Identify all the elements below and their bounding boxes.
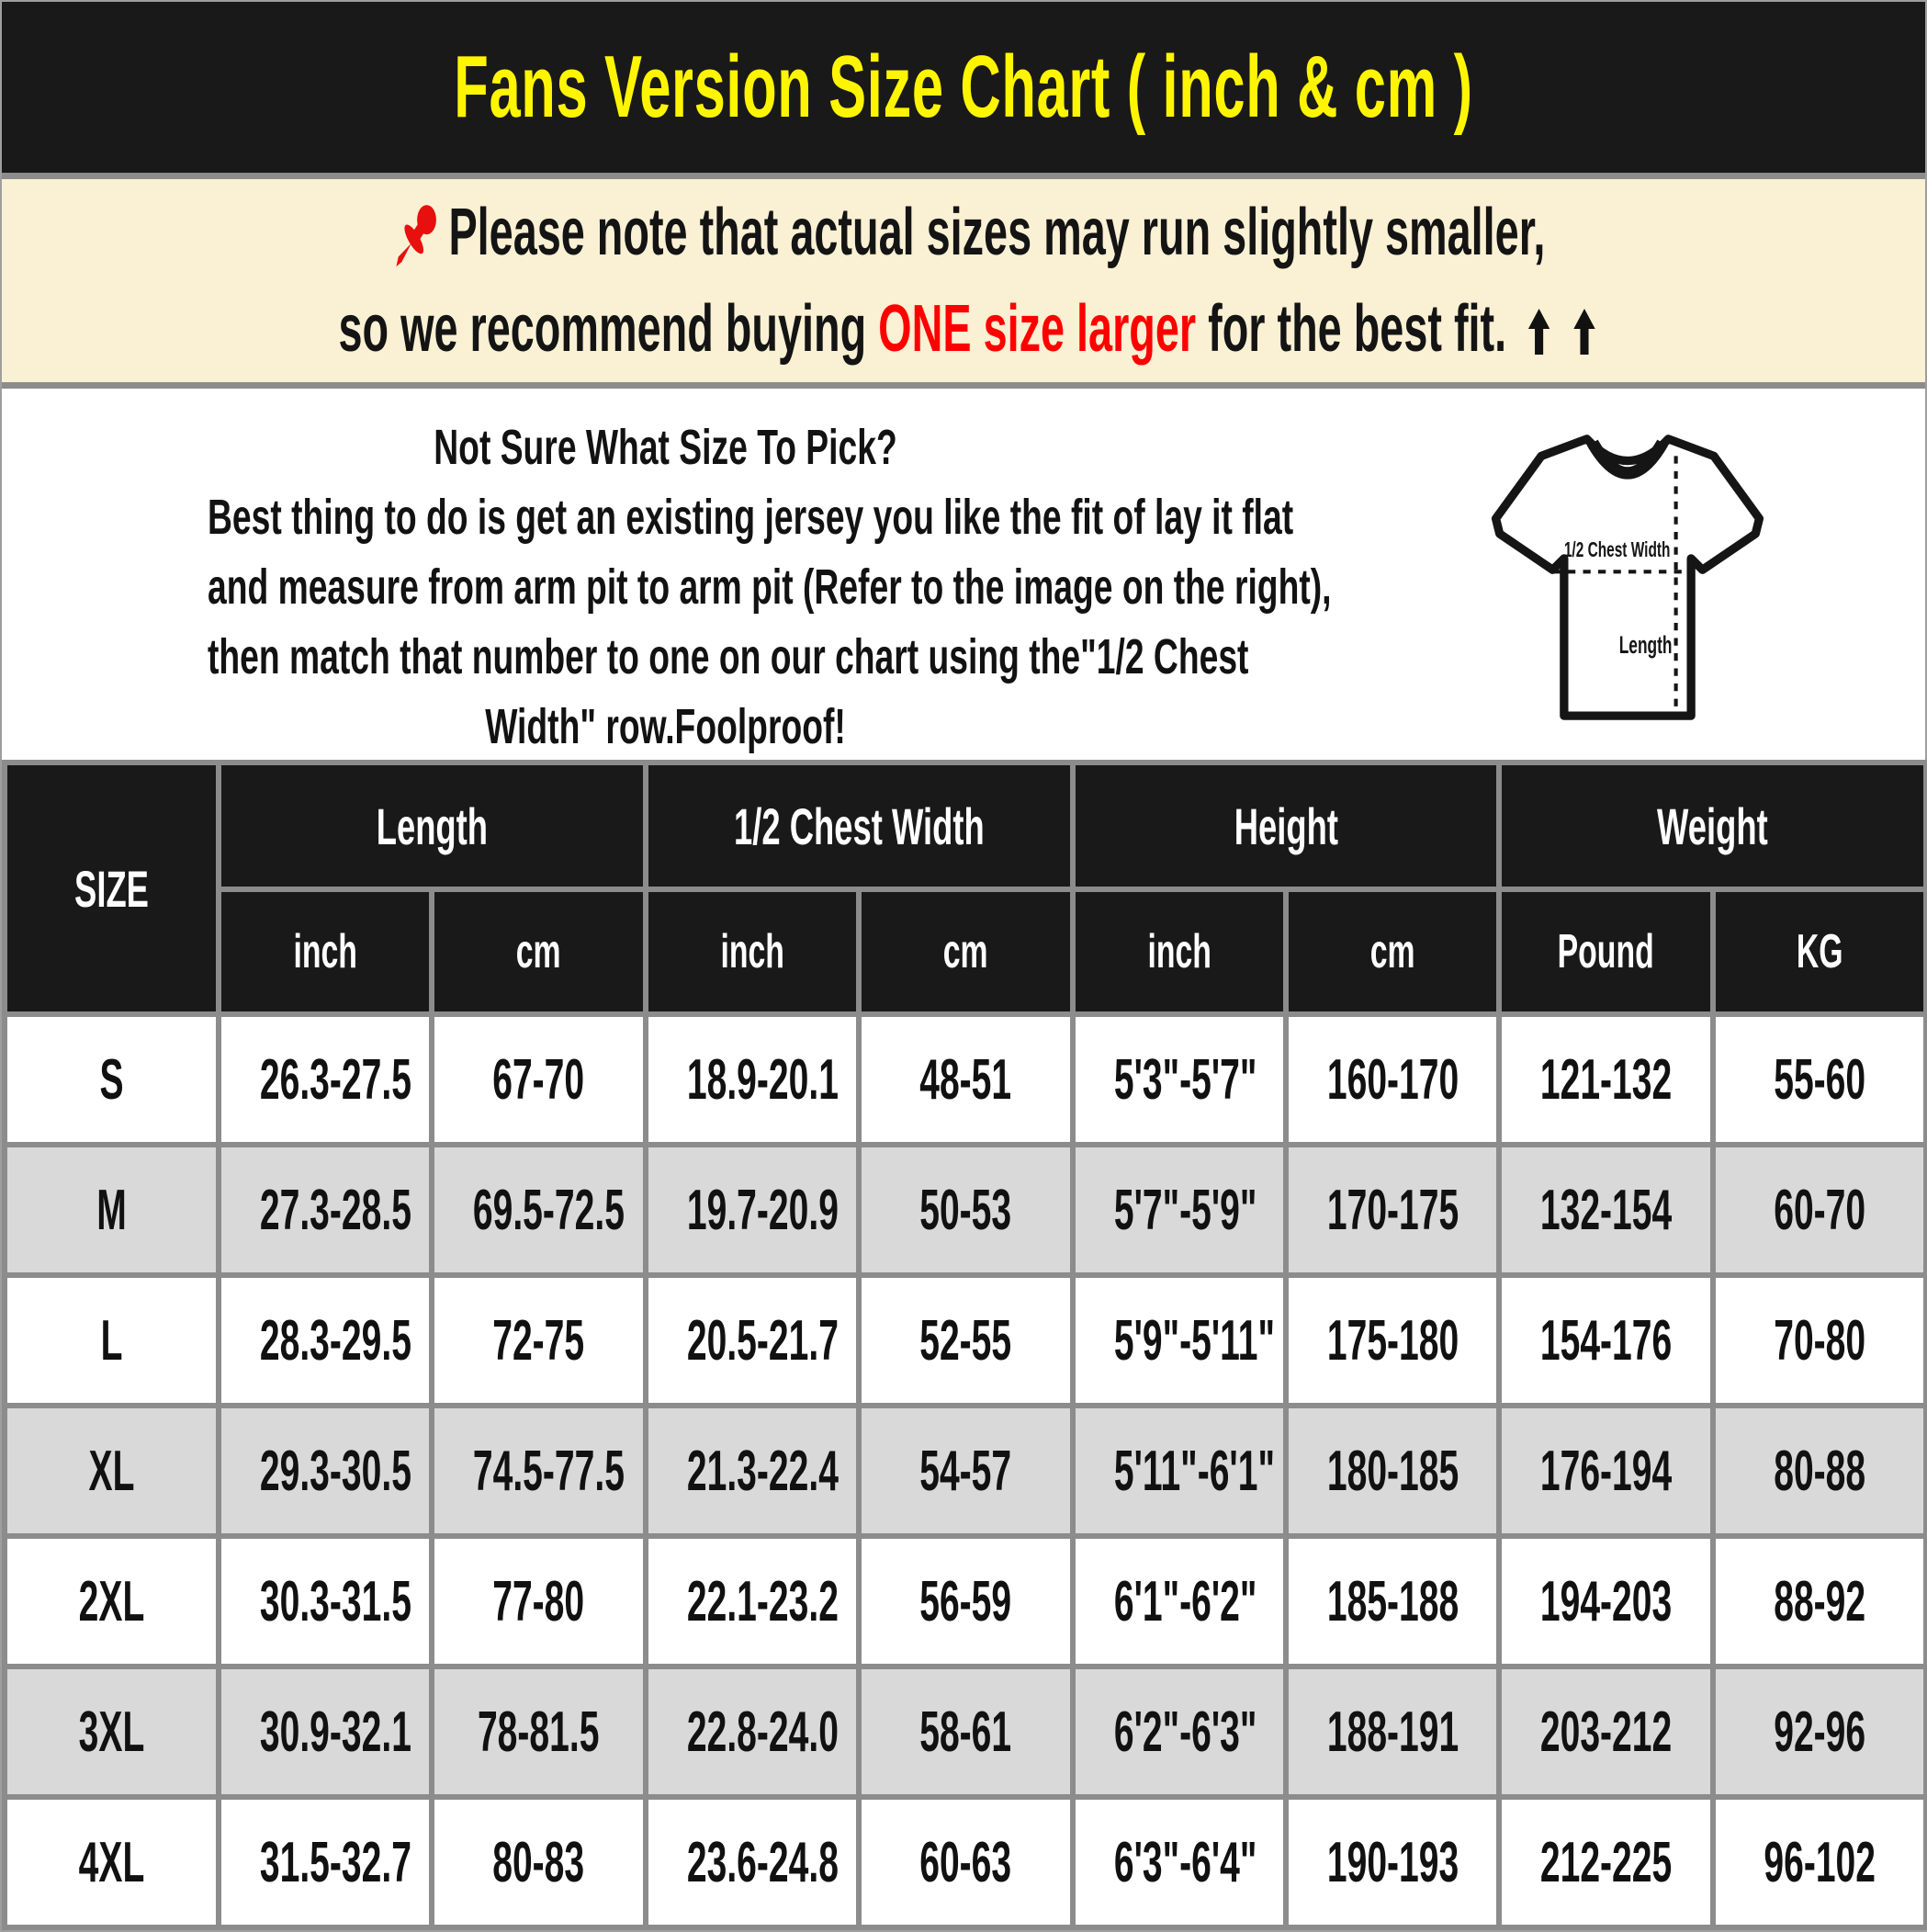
- value-cell: 58-61: [859, 1666, 1072, 1797]
- value-cell: 22.8-24.0: [646, 1666, 859, 1797]
- value-cell: 23.6-24.8: [646, 1797, 859, 1927]
- value-cell: 194-203: [1499, 1536, 1712, 1666]
- guide-heading: Not Sure What Size To Pick?: [434, 420, 897, 475]
- value-cell: 121-132: [1499, 1014, 1712, 1145]
- group-header-height: Height: [1073, 763, 1500, 889]
- unit-header: Pound: [1499, 889, 1712, 1014]
- value-cell: 48-51: [859, 1014, 1072, 1145]
- size-cell: L: [5, 1275, 219, 1406]
- value-cell: 203-212: [1499, 1666, 1712, 1797]
- notice-line-2: [338, 291, 1588, 367]
- value-cell: 72-75: [432, 1275, 645, 1406]
- guide-text: [2, 412, 1332, 760]
- value-cell: 188-191: [1286, 1666, 1499, 1797]
- notice-band: [2, 179, 1925, 389]
- up-arrow-icon: [1527, 307, 1551, 356]
- value-cell: 19.7-20.9: [646, 1145, 859, 1275]
- value-cell: 132-154: [1499, 1145, 1712, 1275]
- table-row: [5, 1014, 1926, 1145]
- size-table: [2, 760, 1927, 1930]
- value-cell: 26.3-27.5: [219, 1014, 432, 1145]
- value-cell: 96-102: [1713, 1797, 1926, 1927]
- size-cell: 2XL: [5, 1536, 219, 1666]
- value-cell: 54-57: [859, 1406, 1072, 1536]
- table-row: [5, 1666, 1926, 1797]
- size-cell: S: [5, 1014, 219, 1145]
- value-cell: 20.5-21.7: [646, 1275, 859, 1406]
- title-banner: [2, 2, 1925, 179]
- tshirt-diagram-wrap: [1329, 412, 1925, 760]
- table-row: [5, 1145, 1926, 1275]
- value-cell: 180-185: [1286, 1406, 1499, 1536]
- value-cell: 70-80: [1713, 1275, 1926, 1406]
- guide-line: and measure from arm pit to arm pit (Refer to the image on the right),: [207, 559, 1332, 615]
- size-cell: 3XL: [5, 1666, 219, 1797]
- value-cell: 31.5-32.7: [219, 1797, 432, 1927]
- value-cell: 56-59: [859, 1536, 1072, 1666]
- value-cell: 55-60: [1713, 1014, 1926, 1145]
- value-cell: 80-88: [1713, 1406, 1926, 1536]
- guide-section: [2, 389, 1925, 760]
- value-cell: 6'2"-6'3": [1073, 1666, 1286, 1797]
- value-cell: 60-63: [859, 1797, 1072, 1927]
- length-label: Length: [1618, 631, 1672, 660]
- size-cell: M: [5, 1145, 219, 1275]
- notice-text-2b: for the best fit.: [1196, 291, 1507, 366]
- notice-text-2a: so we recommend buying: [338, 291, 879, 366]
- value-cell: 27.3-28.5: [219, 1145, 432, 1275]
- value-cell: 28.3-29.5: [219, 1275, 432, 1406]
- value-cell: 74.5-77.5: [432, 1406, 645, 1536]
- value-cell: 69.5-72.5: [432, 1145, 645, 1275]
- value-cell: 170-175: [1286, 1145, 1499, 1275]
- notice-highlight: ONE size larger: [878, 291, 1197, 366]
- value-cell: 5'7"-5'9": [1073, 1145, 1286, 1275]
- value-cell: 52-55: [859, 1275, 1072, 1406]
- page-title: Fans Version Size Chart ( inch & cm ): [454, 37, 1473, 136]
- value-cell: 185-188: [1286, 1536, 1499, 1666]
- notice-line-1: [338, 195, 1588, 278]
- value-cell: 60-70: [1713, 1145, 1926, 1275]
- value-cell: 5'3"-5'7": [1073, 1014, 1286, 1145]
- value-cell: 6'3"-6'4": [1073, 1797, 1286, 1927]
- group-header-chest: 1/2 Chest Width: [646, 763, 1073, 889]
- size-cell: 4XL: [5, 1797, 219, 1927]
- group-header-weight: Weight: [1499, 763, 1926, 889]
- value-cell: 190-193: [1286, 1797, 1499, 1927]
- unit-header: cm: [1286, 889, 1499, 1014]
- value-cell: 212-225: [1499, 1797, 1712, 1927]
- value-cell: 22.1-23.2: [646, 1536, 859, 1666]
- value-cell: 67-70: [432, 1014, 645, 1145]
- value-cell: 5'11"-6'1": [1073, 1406, 1286, 1536]
- table-row: [5, 1797, 1926, 1927]
- value-cell: 154-176: [1499, 1275, 1712, 1406]
- unit-header: cm: [859, 889, 1072, 1014]
- value-cell: 30.9-32.1: [219, 1666, 432, 1797]
- value-cell: 18.9-20.1: [646, 1014, 859, 1145]
- value-cell: 50-53: [859, 1145, 1072, 1275]
- value-cell: 175-180: [1286, 1275, 1499, 1406]
- unit-header: inch: [219, 889, 432, 1014]
- table-row: [5, 1275, 1926, 1406]
- pushpin-icon: [382, 198, 448, 278]
- value-cell: 6'1"-6'2": [1073, 1536, 1286, 1666]
- size-cell: XL: [5, 1406, 219, 1536]
- chest-width-label: 1/2 Chest Width: [1563, 537, 1670, 561]
- group-header-length: Length: [219, 763, 646, 889]
- value-cell: 176-194: [1499, 1406, 1712, 1536]
- unit-header: KG: [1713, 889, 1926, 1014]
- unit-header: inch: [646, 889, 859, 1014]
- guide-line: then match that number to one on our chart using the"1/2 Chest: [207, 629, 1249, 684]
- value-cell: 5'9"-5'11": [1073, 1275, 1286, 1406]
- value-cell: 29.3-30.5: [219, 1406, 432, 1536]
- value-cell: 80-83: [432, 1797, 645, 1927]
- size-column-header: SIZE: [5, 763, 219, 1014]
- table-row: [5, 1406, 1926, 1536]
- up-arrow-icon: [1572, 307, 1597, 356]
- table-row: [5, 1536, 1926, 1666]
- value-cell: 78-81.5: [432, 1666, 645, 1797]
- unit-header: inch: [1073, 889, 1286, 1014]
- guide-line: Best thing to do is get an existing jersey you like the fit of lay it flat: [207, 490, 1294, 545]
- value-cell: 92-96: [1713, 1666, 1926, 1797]
- value-cell: 160-170: [1286, 1014, 1499, 1145]
- value-cell: 88-92: [1713, 1536, 1926, 1666]
- unit-header: cm: [432, 889, 645, 1014]
- tshirt-diagram: [1481, 414, 1775, 741]
- notice-text-1: Please note that actual sizes may run slightly smaller,: [448, 195, 1546, 269]
- value-cell: 30.3-31.5: [219, 1536, 432, 1666]
- guide-line: Width" row.Foolproof!: [485, 699, 846, 754]
- value-cell: 21.3-22.4: [646, 1406, 859, 1536]
- value-cell: 77-80: [432, 1536, 645, 1666]
